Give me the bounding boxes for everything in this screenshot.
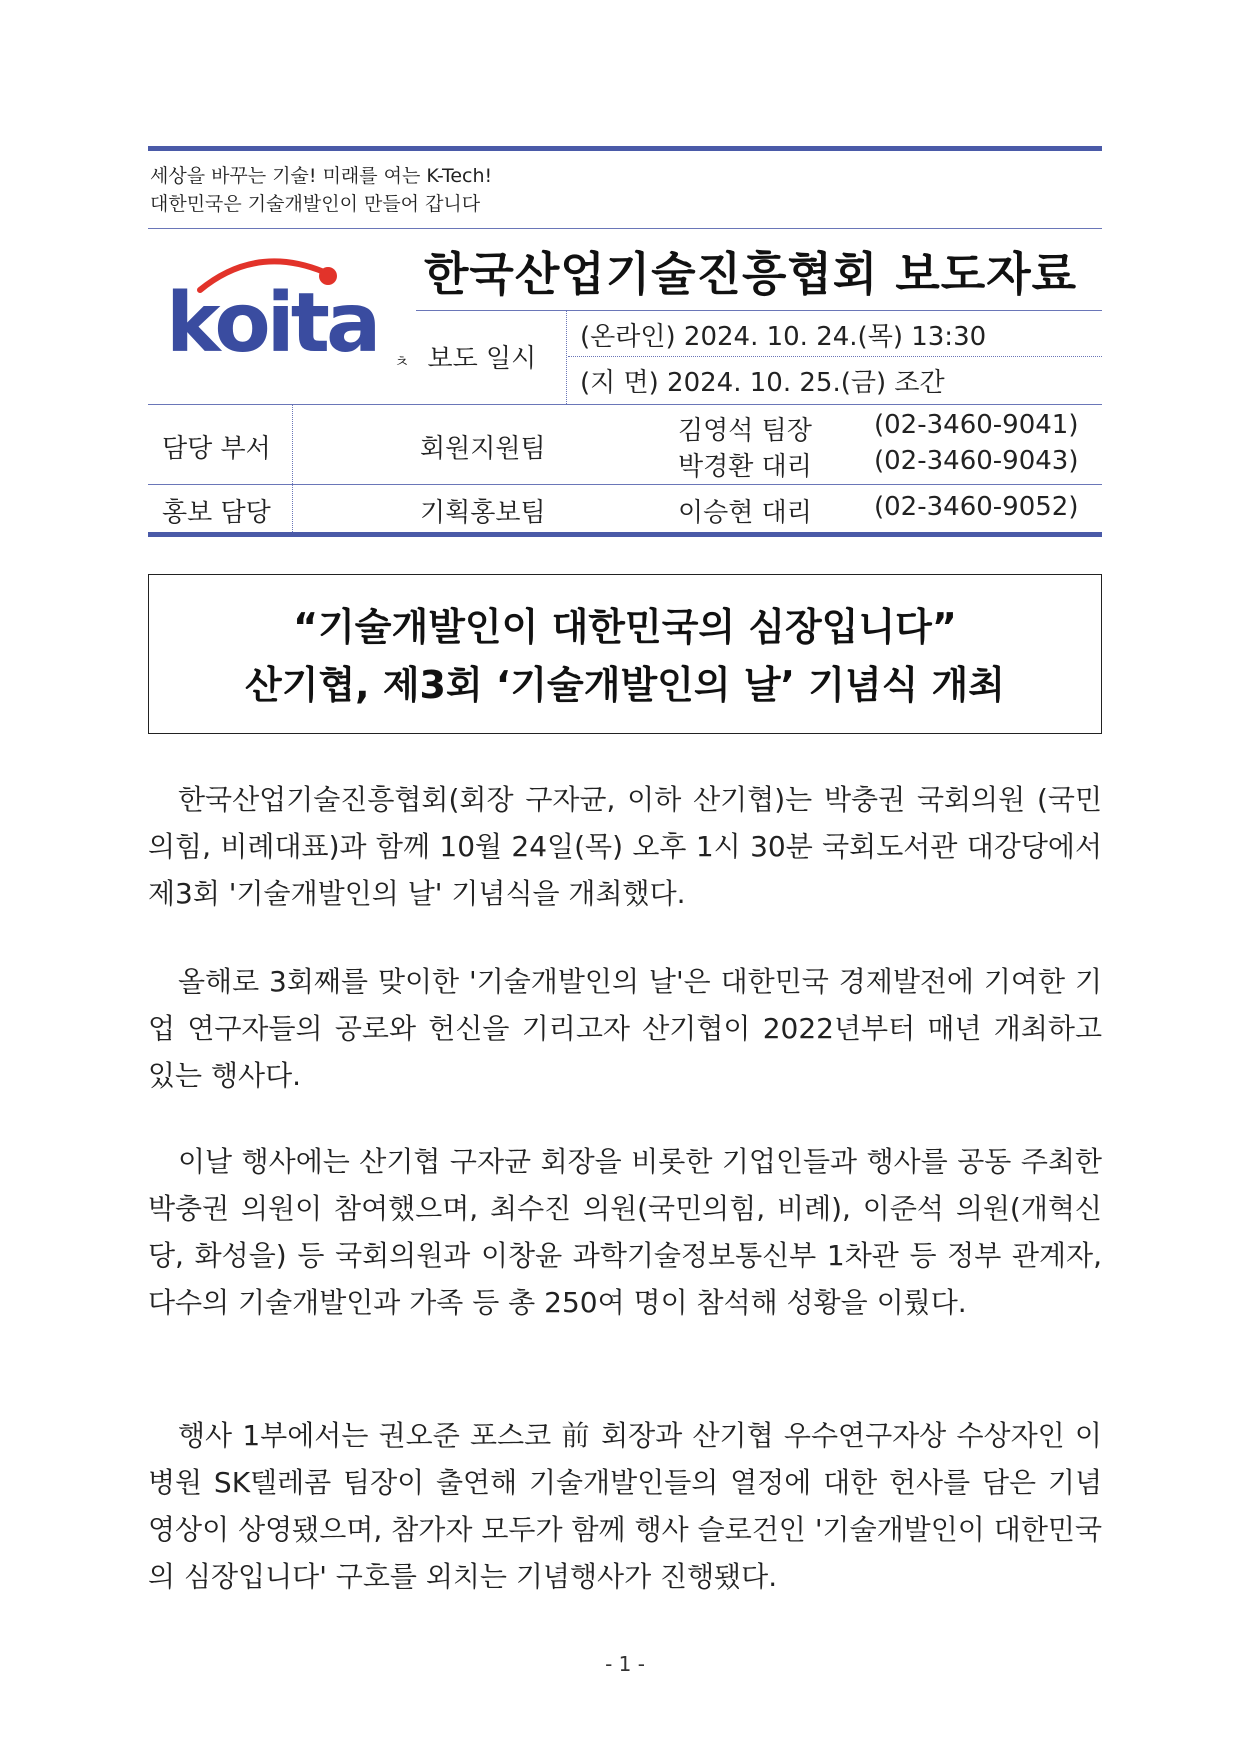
document-title: 한국산업기술진흥협회 보도자료 [424, 247, 1078, 301]
contact-mid-rule [148, 484, 1102, 485]
body-paragraph-1: 한국산업기술진흥협회(회장 구자균, 이하 산기협)는 박충권 국회의원 (국민의힘, 비례대표)과 함께 10월 24일(목) 오후 1시 30분 국회도서관 대강당에서 제3회 '기술개발인의 날' 기념식을 개최했다. [148, 783, 1102, 910]
date-mark: ㅊ [394, 352, 410, 371]
slogan-line-2: 대한민국은 기술개발인이 만들어 갑니다 [150, 193, 481, 215]
headline-line-1: “기술개발인이 대한민국의 심장입니다” [293, 605, 957, 649]
contact-role-dept: 담당 부서 [162, 434, 271, 464]
contact-phone: (02-3460-9052) [874, 492, 1079, 522]
contact-bottom-rule [148, 532, 1102, 537]
header-divider [148, 228, 1102, 229]
contact-phone: (02-3460-9043) [874, 446, 1079, 476]
slogan [150, 162, 492, 218]
logo-wordmark: koita [166, 276, 378, 371]
contact-name: 김영석 팀장 [678, 416, 812, 446]
date-online: (온라인) 2024. 10. 24.(목) 13:30 [580, 322, 987, 352]
koita-logo [166, 250, 378, 380]
top-rule [148, 146, 1102, 151]
contact-team-dept: 회원지원팀 [420, 434, 546, 464]
title-rule [416, 310, 1102, 311]
body-paragraph-3: 이날 행사에는 산기협 구자균 회장을 비롯한 기업인들과 행사를 공동 주최한 박충권 의원이 참여했으며, 최수진 의원(국민의힘, 비례), 이준석 의원(개혁신당, 화성을) 등 국회의원과 이창윤 과학기술정보통신부 1차관 등 정부 관계자, 다수의 기술개발인과 가족 등 총 250여 명이 참석해 성황을 이뤘다. [148, 1145, 1102, 1319]
page-number: - 1 - [605, 1652, 645, 1676]
release-date-label [394, 338, 536, 375]
contact-role-pr: 홍보 담당 [162, 498, 271, 528]
date-print: (지 면) 2024. 10. 25.(금) 조간 [580, 368, 945, 398]
date-separator [568, 356, 1102, 357]
date-divider [566, 311, 568, 404]
contact-col-divider [292, 405, 293, 532]
date-label-text: 보도 일시 [427, 344, 537, 374]
slogan-line-1: 세상을 바꾸는 기술! 미래를 여는 K-Tech! [150, 165, 493, 187]
headline-line-2: 산기협, 제3회 ‘기술개발인의 날’ 기념식 개최 [245, 663, 1005, 707]
contact-team-pr: 기획홍보팀 [420, 498, 546, 528]
body-paragraph-4: 행사 1부에서는 권오준 포스코 前 회장과 산기협 우수연구자상 수상자인 이병원 SK텔레콤 팀장이 출연해 기술개발인들의 열정에 대한 헌사를 담은 기념 영상이 상영됐으며, 참가자 모두가 함께 행사 슬로건인 '기술개발인이 대한민국의 심장입니다' 구호를 외치는 기념행사가 진행됐다. [148, 1419, 1102, 1593]
body-paragraph-2: 올해로 3회째를 맞이한 '기술개발인의 날'은 대한민국 경제발전에 기여한 기업 연구자들의 공로와 헌신을 기리고자 산기협이 2022년부터 매년 개최하고 있는 행사다. [148, 965, 1102, 1092]
contact-name: 이승현 대리 [678, 498, 812, 528]
contact-name: 박경환 대리 [678, 452, 812, 482]
contact-phone: (02-3460-9041) [874, 410, 1079, 440]
press-release-page [148, 0, 1102, 1752]
